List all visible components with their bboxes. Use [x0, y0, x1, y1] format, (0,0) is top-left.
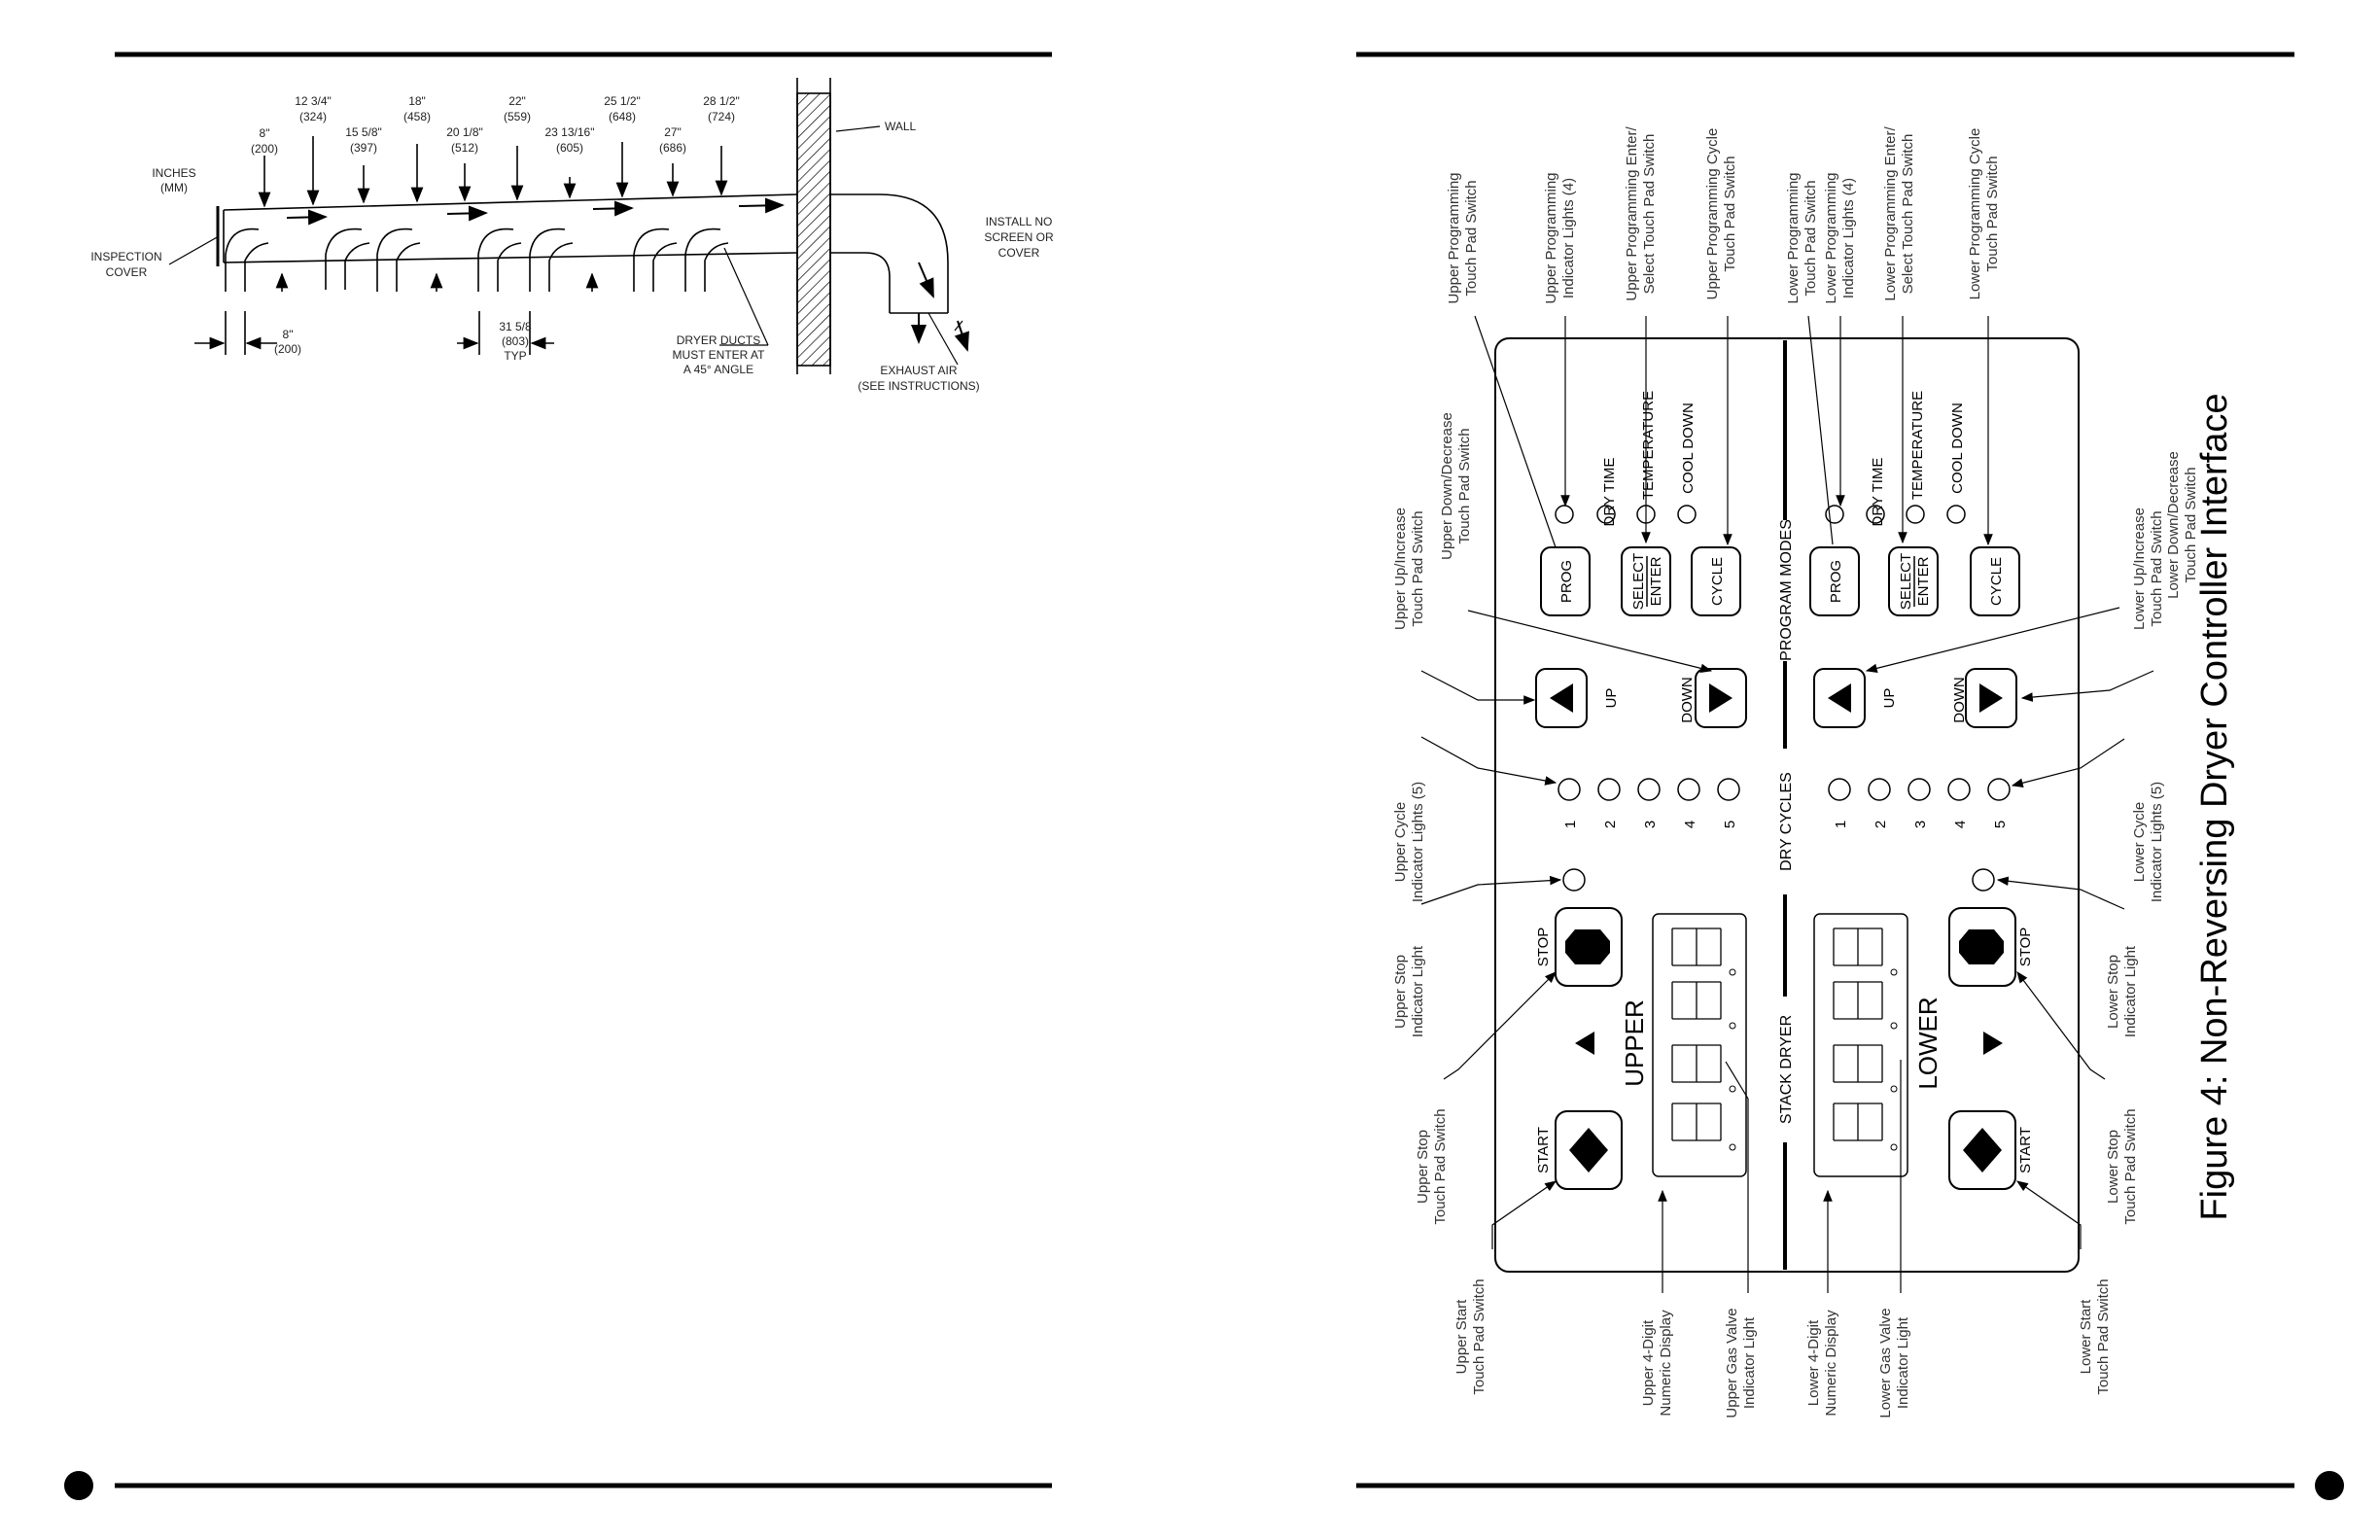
upper-select-enter-button[interactable] — [1622, 547, 1670, 615]
svg-text:CYCLE: CYCLE — [1709, 556, 1726, 607]
lower-controls — [1810, 391, 2034, 1189]
callout-upper-stop-switch-1: Upper Stop — [1415, 1130, 1431, 1204]
dist-6-in: 22" — [508, 94, 526, 108]
dry-cycles-label: DRY CYCLES — [1778, 772, 1795, 871]
callout-upper-up-2: Touch Pad Switch — [1410, 510, 1426, 627]
inspection-cover-label-1: INSPECTION — [90, 250, 162, 263]
lower-cool-down-label: COOL DOWN — [1949, 402, 1966, 494]
callout-lower-prog-1: Lower Programming — [1785, 172, 1802, 304]
callout-upper-cycle-lights-1: Upper Cycle — [1392, 801, 1409, 883]
upper-cycle-num-1: 1 — [1562, 820, 1579, 829]
svg-text:PROG: PROG — [1828, 559, 1844, 604]
svg-text:PROG: PROG — [1558, 559, 1575, 604]
callout-lower-gas-2: Indicator Light — [1895, 1316, 1911, 1410]
inspection-cover-label-2: COVER — [105, 265, 148, 279]
upper-numeric-display — [1653, 914, 1746, 1176]
svg-text:CYCLE: CYCLE — [1988, 556, 2005, 607]
lower-prog-button[interactable] — [1810, 547, 1859, 615]
callout-upper-cycle-1: Upper Programming Cycle — [1704, 127, 1721, 300]
wall-label: WALL — [885, 120, 917, 133]
dist-3-mm: (397) — [349, 141, 378, 155]
lower-numeric-display — [1814, 914, 1908, 1176]
lower-cycle-light-5 — [1988, 779, 2010, 800]
bottom-dim-2-in: 31 5/8 — [499, 320, 532, 333]
lower-stop-button[interactable] — [1949, 908, 2015, 986]
lower-stop-label: STOP — [2017, 927, 2034, 967]
bottom-dim-1-mm: (200) — [273, 342, 302, 356]
ducts-note-1: DRYER DUCTS — [676, 333, 761, 347]
callouts-bottom — [1640, 1308, 1911, 1418]
callout-lower-cycle-lights-2: Indicator Lights (5) — [2149, 781, 2165, 903]
upper-cycle-light-5 — [1718, 779, 1739, 800]
dist-10-in: 28 1/2" — [703, 94, 740, 108]
lower-cool-down-light — [1947, 506, 1965, 523]
upper-down-button[interactable] — [1696, 669, 1746, 727]
callout-upper-prog-lights-1: Upper Programming — [1543, 172, 1559, 304]
lower-cycle-light-3 — [1908, 779, 1930, 800]
callout-lower-down-2: Touch Pad Switch — [2183, 467, 2199, 583]
callout-upper-down-2: Touch Pad Switch — [1456, 428, 1473, 544]
wall — [797, 93, 830, 366]
callout-upper-cycle-lights-2: Indicator Lights (5) — [1410, 781, 1426, 903]
svg-text:ENTER: ENTER — [1648, 556, 1664, 607]
lower-dry-time-label: DRY TIME — [1870, 457, 1886, 527]
lower-cycle-light-1 — [1829, 779, 1850, 800]
callout-lower-prog-lights-1: Lower Programming — [1823, 172, 1839, 304]
units-label-inches: INCHES — [152, 166, 196, 180]
callout-upper-gas-1: Upper Gas Valve — [1724, 1308, 1740, 1418]
lower-down-button[interactable] — [1966, 669, 2016, 727]
dist-5-mm: (512) — [450, 141, 479, 155]
bottom-dim-1-in: 8" — [282, 328, 294, 341]
upper-dry-time-label: DRY TIME — [1601, 457, 1618, 527]
callout-upper-start-2: Touch Pad Switch — [1471, 1278, 1488, 1395]
upper-cycle-light-2 — [1598, 779, 1620, 800]
dryer-inlets — [226, 229, 728, 292]
callout-lower-gas-1: Lower Gas Valve — [1877, 1308, 1894, 1418]
lower-cycle-num-1: 1 — [1833, 820, 1849, 829]
lower-temperature-light — [1907, 506, 1924, 523]
stack-dryer-label: STACK DRYER — [1778, 1014, 1795, 1125]
callout-upper-cycle-2: Touch Pad Switch — [1722, 156, 1738, 272]
upper-start-label: START — [1535, 1127, 1552, 1173]
callout-lower-enter-1: Lower Programming Enter/ — [1882, 126, 1899, 301]
callout-lower-stop-light-1: Lower Stop — [2105, 955, 2121, 1029]
upper-cool-down-label: COOL DOWN — [1680, 402, 1697, 494]
install-note-2: SCREEN OR — [984, 230, 1054, 244]
dist-7-mm: (605) — [555, 141, 584, 155]
lower-cycle-lights — [1829, 779, 2010, 828]
lower-select-enter-button[interactable] — [1889, 547, 1938, 615]
callout-lower-start-2: Touch Pad Switch — [2095, 1278, 2112, 1395]
callout-upper-gas-2: Indicator Light — [1741, 1316, 1758, 1410]
upper-label: UPPER — [1620, 999, 1649, 1087]
bottom-dim-2-mm: (803) — [501, 334, 530, 348]
lower-cycle-light-2 — [1869, 779, 1890, 800]
callout-upper-prog-lights-2: Indicator Lights (4) — [1560, 177, 1577, 299]
dist-4-mm: (458) — [402, 110, 432, 123]
callout-upper-display-2: Numeric Display — [1658, 1310, 1674, 1417]
callout-lower-prog-lights-2: Indicator Lights (4) — [1840, 177, 1857, 299]
upper-cool-down-light — [1678, 506, 1696, 523]
upper-down-label: DOWN — [1679, 677, 1696, 723]
units-label-mm: (MM) — [160, 181, 188, 194]
page-bullet-right — [2315, 1471, 2344, 1500]
flow-arrows — [287, 205, 967, 350]
callout-upper-display-1: Upper 4-Digit — [1640, 1319, 1657, 1407]
callouts-upper-side — [1392, 412, 1488, 1394]
callout-lower-enter-2: Select Touch Pad Switch — [1900, 133, 1916, 295]
stop-octagon-icon — [1959, 929, 2004, 964]
upper-cycle-light-1 — [1558, 779, 1580, 800]
lower-up-button[interactable] — [1814, 669, 1865, 727]
callout-upper-up-1: Upper Up/Increase — [1392, 508, 1409, 630]
callout-upper-prog-2: Touch Pad Switch — [1463, 180, 1480, 297]
install-note-3: COVER — [998, 246, 1040, 260]
upper-cycle-lights — [1558, 779, 1739, 828]
upper-start-button[interactable] — [1556, 1111, 1622, 1189]
callout-lower-display-1: Lower 4-Digit — [1805, 1319, 1822, 1407]
svg-text:ENTER: ENTER — [1915, 556, 1932, 607]
callout-lower-stop-switch-1: Lower Stop — [2105, 1130, 2121, 1204]
dist-1-mm: (200) — [250, 142, 279, 156]
lower-start-label: START — [2017, 1127, 2034, 1173]
callouts-top — [1446, 126, 2001, 304]
upper-stop-indicator-light — [1563, 869, 1585, 891]
dist-9-mm: (686) — [658, 141, 687, 155]
callouts-lower-side — [2078, 451, 2199, 1394]
callout-lower-up-1: Lower Up/Increase — [2131, 508, 2148, 630]
lower-direction-arrow-icon — [1983, 1032, 2003, 1055]
upper-cycle-light-3 — [1638, 779, 1660, 800]
upper-cycle-light-4 — [1678, 779, 1699, 800]
upper-prog-button[interactable] — [1541, 547, 1590, 615]
dist-9-in: 27" — [664, 125, 682, 139]
stop-octagon-icon — [1565, 929, 1610, 964]
lower-start-button[interactable] — [1949, 1111, 2015, 1189]
ducts-note-3: A 45° ANGLE — [682, 363, 754, 376]
callout-lower-cycle-1: Lower Programming Cycle — [1967, 127, 1983, 300]
upper-temperature-label: TEMPERATURE — [1640, 390, 1657, 501]
callout-upper-down-1: Upper Down/Decrease — [1439, 412, 1455, 560]
callout-lower-up-2: Touch Pad Switch — [2149, 510, 2165, 627]
lower-label: LOWER — [1913, 997, 1942, 1090]
program-modes-label: PROGRAM MODES — [1778, 519, 1795, 661]
ducts-note-2: MUST ENTER AT — [672, 348, 765, 362]
dist-6-mm: (559) — [503, 110, 532, 123]
install-note-1: INSTALL NO — [985, 215, 1053, 228]
bottom-dim-2-note: TYP — [504, 349, 527, 363]
upper-prog-indicator-light — [1556, 506, 1573, 523]
upper-cycle-num-5: 5 — [1722, 820, 1738, 829]
upper-stop-label: STOP — [1535, 927, 1552, 967]
page-rules — [64, 54, 2344, 1500]
callout-lower-cycle-lights-1: Lower Cycle — [2131, 801, 2148, 883]
lower-cycle-num-4: 4 — [1952, 820, 1969, 829]
callout-lower-down-1b: Lower Down/Decrease — [2165, 451, 2182, 599]
callout-upper-stop-switch-2: Touch Pad Switch — [1432, 1108, 1449, 1225]
callout-upper-start-1: Upper Start — [1453, 1299, 1470, 1375]
dist-8-mm: (648) — [608, 110, 637, 123]
callout-upper-enter-1: Upper Programming Enter/ — [1624, 126, 1640, 301]
svg-text:SELECT: SELECT — [1630, 552, 1647, 611]
exhaust-note-2: (SEE INSTRUCTIONS) — [858, 379, 980, 393]
upper-stop-button[interactable] — [1556, 908, 1622, 986]
upper-up-button[interactable] — [1536, 669, 1587, 727]
callout-lower-stop-switch-2: Touch Pad Switch — [2122, 1108, 2139, 1225]
lower-down-label: DOWN — [1951, 677, 1968, 723]
callout-lower-cycle-2: Touch Pad Switch — [1984, 156, 2001, 272]
upper-direction-arrow-icon — [1575, 1032, 1594, 1055]
dist-5-in: 20 1/8" — [446, 125, 483, 139]
dist-4-in: 18" — [408, 94, 426, 108]
lower-temperature-label: TEMPERATURE — [1909, 390, 1926, 501]
controller-panel — [1495, 338, 2079, 1272]
lower-cycle-num-2: 2 — [1872, 820, 1889, 829]
callout-lower-display-2: Numeric Display — [1823, 1310, 1839, 1417]
callout-upper-prog-1: Upper Programming — [1446, 172, 1462, 304]
dist-2-in: 12 3/4" — [295, 94, 332, 108]
figure-caption: Figure 4: Non-Reversing Dryer Controller Interface — [2194, 393, 2235, 1221]
upper-cycle-num-3: 3 — [1642, 820, 1659, 829]
dist-10-mm: (724) — [707, 110, 736, 123]
lower-cycle-light-4 — [1948, 779, 1970, 800]
dist-8-in: 25 1/2" — [604, 94, 641, 108]
upper-up-label: UP — [1603, 687, 1620, 709]
lower-cycle-button[interactable] — [1971, 547, 2019, 615]
dist-2-mm: (324) — [298, 110, 328, 123]
callout-upper-stop-light-2: Indicator Light — [1410, 945, 1426, 1038]
callout-lower-prog-2: Touch Pad Switch — [1802, 180, 1819, 297]
dist-3-in: 15 5/8" — [345, 125, 382, 139]
upper-controls — [1535, 391, 1746, 1189]
upper-cycle-num-4: 4 — [1682, 820, 1698, 829]
lower-cycle-num-3: 3 — [1912, 820, 1929, 829]
exhaust-note-1: EXHAUST AIR — [880, 364, 958, 377]
dist-7-in: 23 13/16" — [544, 125, 595, 139]
callout-upper-enter-2: Select Touch Pad Switch — [1641, 133, 1658, 295]
dist-1-in: 8" — [259, 126, 270, 140]
upper-cycle-num-2: 2 — [1602, 820, 1619, 829]
lower-cycle-num-5: 5 — [1992, 820, 2009, 829]
page-bullet-left — [64, 1471, 93, 1500]
callout-upper-stop-light-1: Upper Stop — [1392, 955, 1409, 1029]
upper-cycle-button[interactable] — [1692, 547, 1740, 615]
lower-stop-indicator-light — [1973, 869, 1994, 891]
callout-lower-start-1: Lower Start — [2078, 1299, 2094, 1375]
lower-up-label: UP — [1881, 687, 1898, 709]
callout-lower-stop-light-2: Indicator Light — [2122, 945, 2139, 1038]
svg-text:SELECT: SELECT — [1898, 552, 1914, 611]
